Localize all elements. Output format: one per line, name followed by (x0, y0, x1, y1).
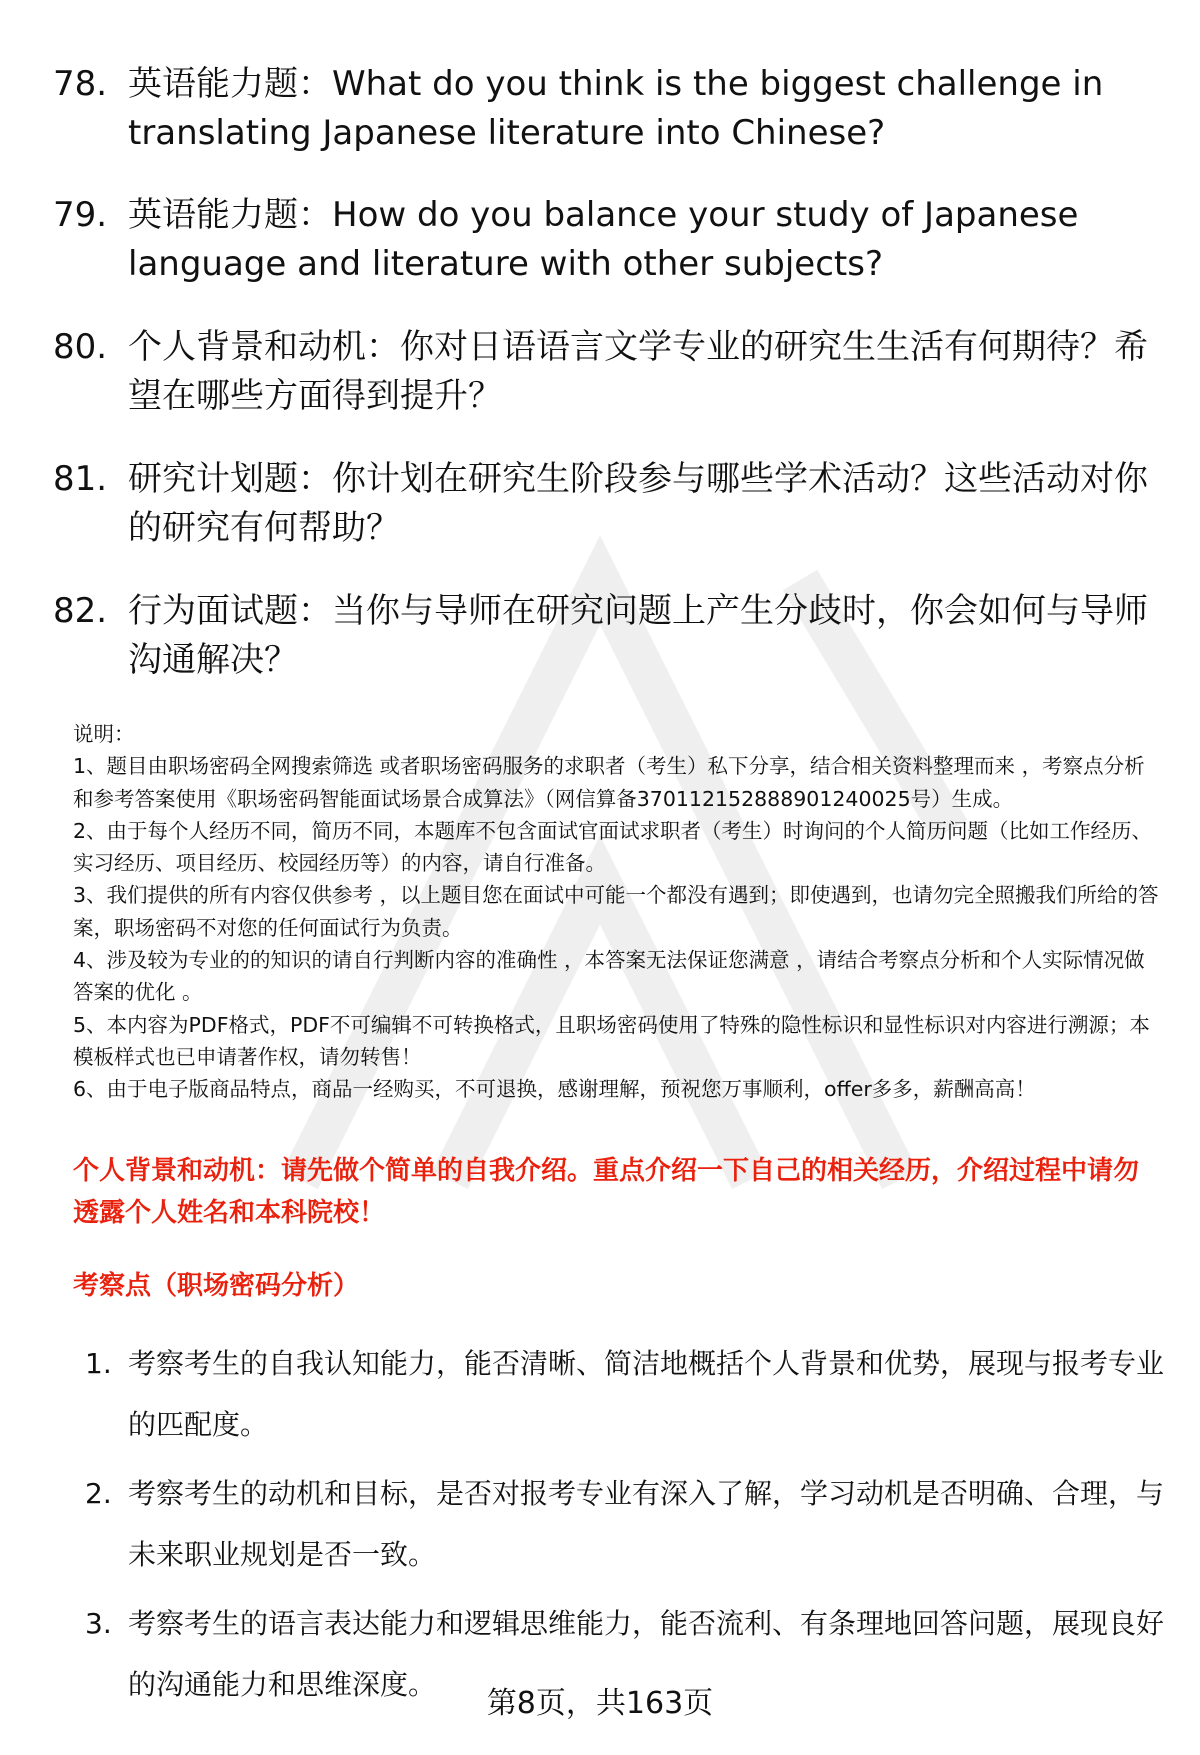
disclaimer-notes (73, 718, 1163, 1106)
page-footer: 第8页，共163页 (486, 1686, 714, 1721)
question-80 (53, 323, 1163, 421)
question-number: 79. (53, 195, 108, 235)
question-heading: 个人背景和动机：请先做个简单的自我介绍。重点介绍一下自己的相关经历，介绍过程中请勿透露个人姓名和本科院校！ (73, 1156, 1140, 1228)
question-text: 个人背景和动机：你对日语语言文学专业的研究生生活有何期待？希望在哪些方面得到提升？ (128, 327, 1148, 416)
notes-title: 说明： (73, 722, 135, 746)
assessment-points (85, 1333, 1165, 1723)
question-number: 78. (53, 64, 108, 104)
point-text: 考察考生的语言表达能力和逻辑思维能力，能否流利、有条理地回答问题，展现良好的沟通能力和思维深度。 (128, 1607, 1165, 1701)
note-item: 2、由于每个人经历不同，简历不同，本题库不包含面试官面试求职者（考生）时询问的个人简历问题（比如工作经历、实习经历、项目经历、校园经历等）的内容，请自行准备。 (73, 818, 1153, 876)
question-78 (53, 60, 1163, 158)
question-text: 研究计划题：你计划在研究生阶段参与哪些学术活动？这些活动对你的研究有何帮助？ (128, 459, 1148, 548)
question-number: 81. (53, 459, 108, 499)
question-number: 82. (53, 591, 108, 631)
note-item: 3、我们提供的所有内容仅供参考 ，以上题目您在面试中可能一个都没有遇到；即使遇到，也请勿完全照搬我们所给的答案，职场密码不对您的任何面试行为负责。 (73, 883, 1159, 940)
point-number: 3. (85, 1607, 112, 1640)
question-81 (53, 455, 1163, 553)
point-text: 考察考生的自我认知能力，能否清晰、简洁地概括个人背景和优势，展现与报考专业的匹配度。 (128, 1347, 1165, 1441)
question-text: 英语能力题：How do you balance your study of Japanese language and literature with other subjects? (128, 195, 1079, 284)
question-82 (53, 587, 1163, 685)
points-heading: 考察点（职场密码分析） (73, 1271, 360, 1301)
note-item: 4、涉及较为专业的的知识的请自行判断内容的准确性 ，本答案无法保证您满意 ，请结合考察点分析和个人实际情况做答案的优化 。 (73, 948, 1145, 1005)
point-item (85, 1333, 1165, 1455)
point-number: 1. (85, 1347, 112, 1380)
point-item (85, 1463, 1165, 1585)
question-text: 英语能力题：What do you think is the biggest challenge in translating Japanese literature into Chinese? (128, 64, 1104, 153)
question-number: 80. (53, 327, 108, 367)
question-79 (53, 191, 1163, 289)
point-text: 考察考生的动机和目标，是否对报考专业有深入了解，学习动机是否明确、合理，与未来职业规划是否一致。 (128, 1477, 1165, 1571)
note-item: 1、题目由职场密码全网搜索筛选 或者职场密码服务的求职者（考生）私下分享，结合相关资料整理而来 ，考察点分析和参考答案使用《职场密码智能面试场景合成算法》（网信算备370112152888901240025号）生成。 (73, 754, 1145, 811)
point-number: 2. (85, 1477, 112, 1510)
question-text: 行为面试题：当你与导师在研究问题上产生分歧时，你会如何与导师沟通解决？ (128, 591, 1148, 680)
note-item: 6、由于电子版商品特点，商品一经购买，不可退换，感谢理解，预祝您万事顺利，offer多多，薪酬高高！ (73, 1077, 1036, 1102)
note-item: 5、本内容为PDF格式，PDF不可编辑不可转换格式，且职场密码使用了特殊的隐性标识和显性标识对内容进行溯源；本模板样式也已申请著作权，请勿转售！ (73, 1012, 1150, 1069)
